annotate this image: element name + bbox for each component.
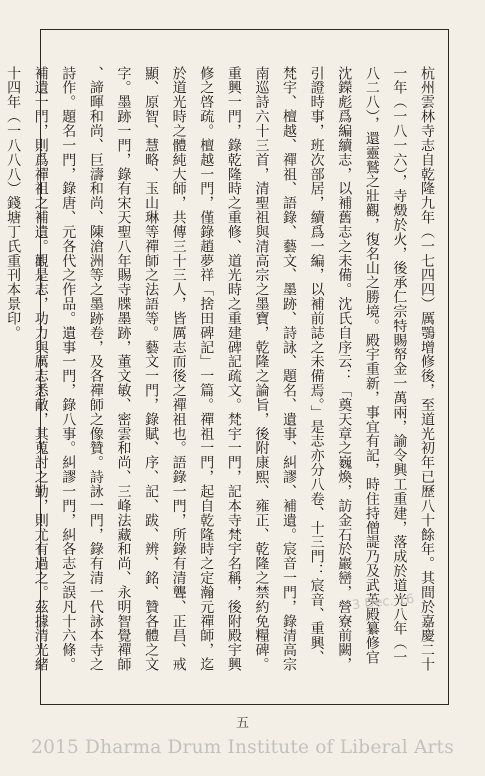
text-column: 於道光時之體純大師，共傳三十三人，皆厲志而後之禪祖也。語錄一門，所錄有清聾、正昌、戒 xyxy=(170,66,187,672)
preface-text-body xyxy=(5,66,440,676)
text-column: 沈鑅彪爲編續志，以補舊志之未備。沈氏自序云：「奠天章之巍煥，訪金石於巖巒，營寮前闕， xyxy=(336,66,353,672)
text-column: 梵宇、檀越、禪祖、語錄、藝文、墨跡、詩詠、題名、遺事、糾謬、補遺。宸音一門，錄清高宗 xyxy=(281,66,298,672)
text-column: 十四年（一八八八）錢塘丁氏重刊本景印。 xyxy=(5,66,22,340)
text-column: 一年（一八一六），寺燬於火，後承仁宗特賜帑金一萬兩，諭令興工重建，落成於道光八年（一 xyxy=(391,66,408,665)
faint-stamp-mark: 3 Dec. 16 xyxy=(351,591,415,614)
text-column: 字。墨跡一門，錄有宋天聖八年賜寺牒墨跡，董文敏、密雲和尚、三峰法藏和尚、永明智覺禪師 xyxy=(115,66,132,672)
page-number: 五 xyxy=(235,716,249,731)
text-column: 詩作。題名一門，錄唐、元各代之作品。遺事一門，錄八事。糾謬一門，糾各志之誤凡十六條。 xyxy=(60,66,77,672)
copyright-watermark: 2015 Dharma Drum Institute of Liberal Arts xyxy=(31,737,454,758)
text-column: 八二八），還靈鷲之壯觀，復名山之勝境。殿宇重新，事宜有記，時住持僧諟乃及武英殿纂修官 xyxy=(363,66,380,665)
text-column: 修之啓疏。檀越一門，僅錄趙夢祥「捨田碑記」一篇。禪祖一門，起自乾隆時之定瀚元禪師，迄 xyxy=(198,66,215,672)
text-column: 杭州雲林寺志自乾隆九年（一七四四）厲鶚增修後，至道光初年已歷八十餘年。其間於嘉慶二十 xyxy=(419,66,435,672)
text-column: 顯、原智、慧略、玉山琳等禪師之法語等。藝文一門，錄賦、序、記、跋、辨、銘、贊各體之文 xyxy=(143,66,160,672)
text-column: 南巡詩六十三首，清聖祖與清高宗之墨寶，乾隆之論旨，後附康熙、雍正、乾隆之禁約免糧碑。 xyxy=(253,66,270,672)
text-column: 重興一門，錄乾隆時之重修、道光時之重建碑記疏文。梵宇一門，記本寺梵宇名稱，後附殿宇興 xyxy=(225,66,242,672)
text-column: 補遺一門，則爲禪祖之補遺。觀是志，功力與厲志悉敵，其蒐討之勤，則尤有過之。茲據清光緒 xyxy=(32,66,49,672)
text-column: 、諦暉和尚、巨濤和尚、陳滄洲等之墨跡卷，及各禪師之像贊。詩詠一門，錄有清一代詠本寺之 xyxy=(87,66,104,672)
text-column: 引證時事，班次部居，續爲一編，以補前誌之未備焉。」是志亦分八卷、十三門：宸音、重興、 xyxy=(308,66,325,665)
